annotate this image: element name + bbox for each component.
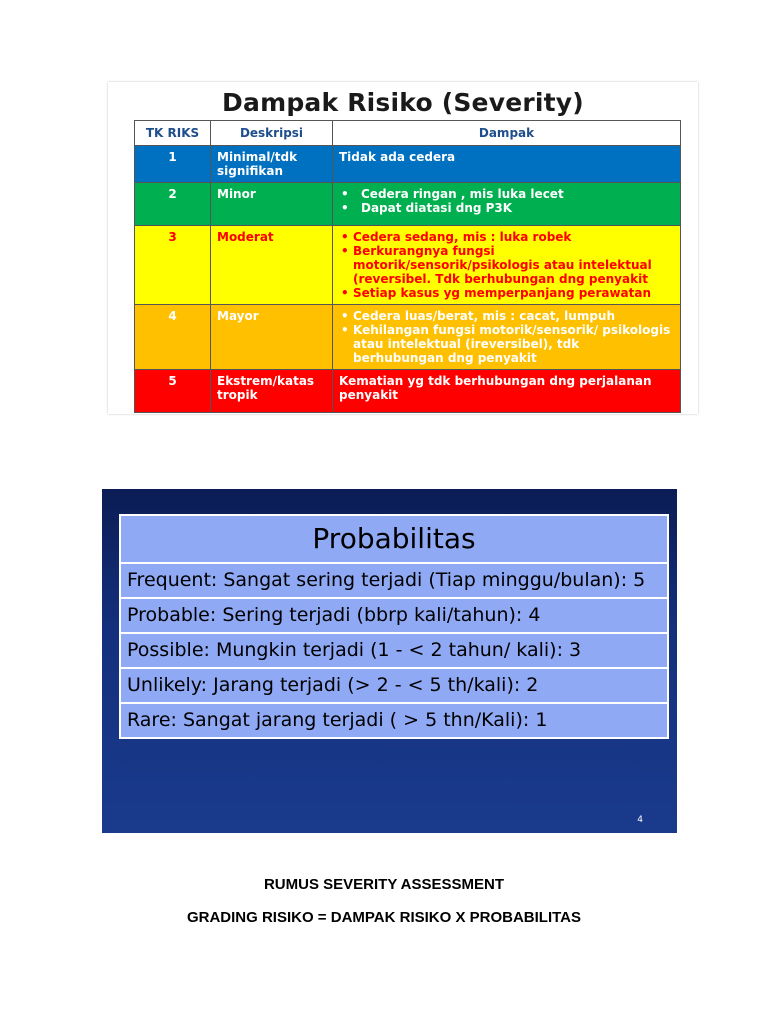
impact-cell (333, 370, 681, 413)
description-cell: Moderat (211, 226, 333, 305)
severity-title: Dampak Risiko (Severity) (222, 88, 584, 117)
slide-page-number: 4 (637, 815, 643, 825)
level-cell: 1 (135, 146, 211, 183)
impact-item: • Dapat diatasi dng P3K (361, 201, 674, 215)
impact-item: • Kehilangan fungsi motorik/sensorik/ psikologis atau intelektual (ireversibel), tdk berhubungan dng penyakit (353, 323, 674, 365)
probability-item-rare: Rare: Sangat jarang terjadi ( > 5 thn/Kali): 1 (121, 704, 667, 737)
impact-cell (333, 146, 681, 183)
severity-row-2 (135, 183, 681, 226)
impact-text: Kematian yg tdk berhubungan dng perjalanan penyakit (339, 374, 652, 402)
impact-item: • Berkurangnya fungsi motorik/sensorik/psikologis atau intelektual (reversibel. Tdk berhubungan dng penyakit (353, 244, 674, 286)
severity-row-5 (135, 370, 681, 413)
severity-table (134, 120, 681, 413)
probability-item-probable: Probable: Sering terjadi (bbrp kali/tahun): 4 (121, 599, 667, 634)
level-cell: 4 (135, 305, 211, 370)
severity-row-1 (135, 146, 681, 183)
severity-slide (108, 82, 698, 414)
severity-row-3 (135, 226, 681, 305)
header-description: Deskripsi (211, 121, 333, 146)
formula-text: GRADING RISIKO = DAMPAK RISIKO X PROBABILITAS (186, 909, 582, 926)
impact-list (339, 230, 674, 300)
description-cell: Mayor (211, 305, 333, 370)
formula-heading: RUMUS SEVERITY ASSESSMENT (263, 876, 505, 893)
impact-item: • Cedera luas/berat, mis : cacat, lumpuh (353, 309, 674, 323)
impact-list (339, 309, 674, 365)
impact-cell (333, 305, 681, 370)
impact-item: • Setiap kasus yg memperpanjang perawatan (353, 286, 674, 300)
probability-item-possible: Possible: Mungkin terjadi (1 - < 2 tahun/ kali): 3 (121, 634, 667, 669)
severity-header-row (135, 121, 681, 146)
level-cell: 5 (135, 370, 211, 413)
level-cell: 2 (135, 183, 211, 226)
description-cell: Minor (211, 183, 333, 226)
description-cell: Minimal/tdk signifikan (211, 146, 333, 183)
level-cell: 3 (135, 226, 211, 305)
impact-item: • Cedera sedang, mis : luka robek (353, 230, 674, 244)
probability-title: Probabilitas (121, 516, 667, 564)
impact-list (339, 187, 674, 215)
probability-box (119, 514, 669, 739)
impact-text: Tidak ada cedera (339, 150, 456, 164)
probability-item-frequent: Frequent: Sangat sering terjadi (Tiap minggu/bulan): 5 (121, 564, 667, 599)
impact-cell (333, 183, 681, 226)
description-cell: Ekstrem/katas tropik (211, 370, 333, 413)
probability-item-unlikely: Unlikely: Jarang terjadi (> 2 - < 5 th/kali): 2 (121, 669, 667, 704)
severity-row-4 (135, 305, 681, 370)
probability-slide (102, 489, 677, 833)
header-impact: Dampak (333, 121, 681, 146)
impact-cell (333, 226, 681, 305)
header-level: TK RIKS (135, 121, 211, 146)
impact-item: • Cedera ringan , mis luka lecet (361, 187, 674, 201)
